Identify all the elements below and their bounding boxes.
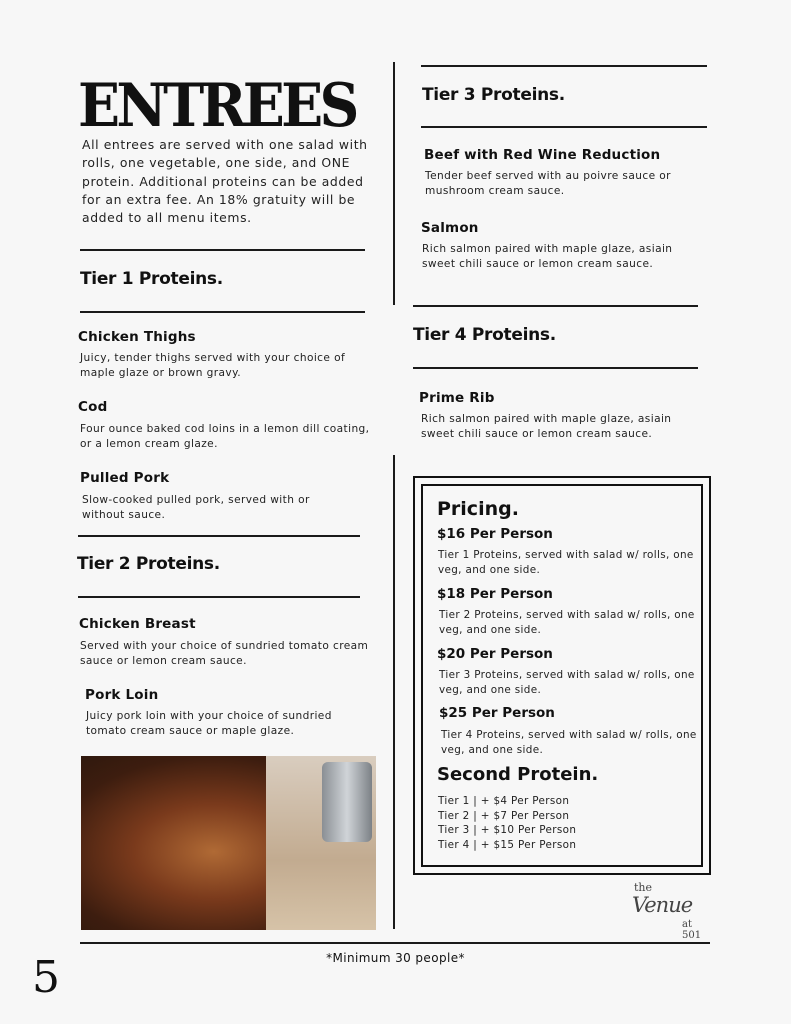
tier2-heading: Tier 2 Proteins.: [77, 554, 220, 574]
menu-item-name: Cod: [78, 399, 108, 415]
column-divider: [393, 455, 395, 929]
page-title: ENTREES: [78, 71, 356, 141]
menu-item-name: Chicken Breast: [79, 616, 196, 632]
tier4-heading: Tier 4 Proteins.: [413, 325, 556, 345]
menu-item-desc: Rich salmon paired with maple glaze, asiain sweet chili sauce or lemon cream sauce.: [422, 243, 673, 270]
price-desc: Tier 3 Proteins, served with salad w/ rolls, one veg, and one side.: [439, 669, 695, 696]
price-desc: Tier 1 Proteins, served with salad w/ rolls, one veg, and one side.: [438, 549, 694, 576]
second-protein-price: Tier 3 | + $10 Per Person: [438, 824, 577, 837]
price-desc: Tier 4 Proteins, served with salad w/ rolls, one veg, and one side.: [441, 729, 697, 756]
price-label: $18 Per Person: [437, 586, 553, 602]
menu-item-desc: Rich salmon paired with maple glaze, asiain sweet chili sauce or lemon cream sauce.: [421, 413, 672, 440]
intro-text: All entrees are served with one salad with rolls, one vegetable, one side, and ONE protein. Additional proteins can be added for an extra fee. An 18% gratuity will be added to all menu items.: [82, 137, 368, 226]
logo-at: at 501: [682, 919, 702, 941]
menu-item-desc: Tender beef served with au poivre sauce or mushroom cream sauce.: [425, 170, 671, 197]
menu-item-desc: Served with your choice of sundried tomato cream sauce or lemon cream sauce.: [80, 640, 369, 667]
second-protein-price: Tier 4 | + $15 Per Person: [438, 838, 577, 851]
menu-item-name: Salmon: [421, 220, 479, 236]
tier1-heading: Tier 1 Proteins.: [80, 269, 223, 289]
menu-item-name: Pulled Pork: [80, 470, 170, 486]
venue-logo: [632, 881, 714, 941]
price-desc: Tier 2 Proteins, served with salad w/ rolls, one veg, and one side.: [439, 609, 695, 636]
divider: [78, 535, 360, 537]
divider: [78, 596, 360, 598]
second-protein-price: Tier 2 | + $7 Per Person: [438, 809, 570, 822]
price-label: $16 Per Person: [437, 526, 553, 542]
menu-item-desc: Slow-cooked pulled pork, served with or without sauce.: [82, 494, 310, 521]
menu-item-name: Pork Loin: [85, 687, 159, 703]
divider: [413, 305, 698, 307]
footer-divider: [80, 942, 710, 944]
logo-the: the: [634, 881, 653, 894]
second-protein-list: [438, 794, 576, 852]
second-protein-heading: Second Protein.: [437, 764, 599, 785]
menu-item-desc: Four ounce baked cod loins in a lemon dill coating, or a lemon cream glaze.: [80, 423, 370, 450]
tier3-heading: Tier 3 Proteins.: [422, 85, 565, 105]
divider: [80, 311, 365, 313]
minimum-note: *Minimum 30 people*: [326, 951, 465, 965]
menu-item-name: Beef with Red Wine Reduction: [424, 147, 661, 163]
pulled-pork-photo: [81, 756, 376, 930]
logo-venue: Venue: [632, 893, 693, 917]
price-label: $25 Per Person: [439, 705, 555, 721]
divider: [421, 65, 707, 67]
menu-item-desc: Juicy pork loin with your choice of sundried tomato cream sauce or maple glaze.: [86, 710, 332, 737]
menu-item-name: Prime Rib: [419, 390, 495, 406]
divider: [413, 367, 698, 369]
divider: [80, 249, 365, 251]
divider: [421, 126, 707, 128]
column-divider: [393, 62, 395, 305]
page-number: 5: [32, 952, 60, 1003]
menu-item-name: Chicken Thighs: [78, 329, 196, 345]
second-protein-price: Tier 1 | + $4 Per Person: [438, 795, 570, 807]
price-label: $20 Per Person: [437, 646, 553, 662]
pricing-heading: Pricing.: [437, 498, 519, 520]
menu-item-desc: Juicy, tender thighs served with your choice of maple glaze or brown gravy.: [80, 352, 346, 379]
